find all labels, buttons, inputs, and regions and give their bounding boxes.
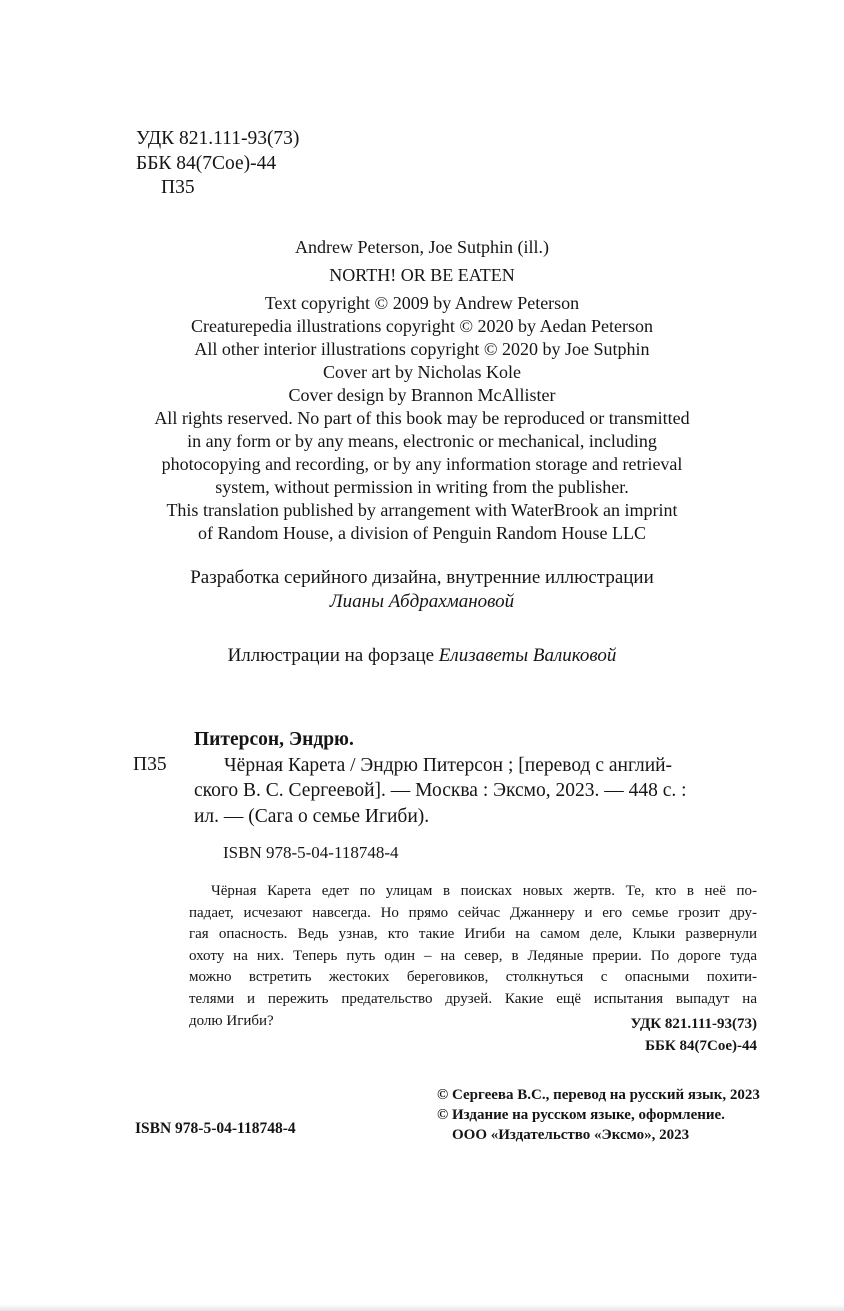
catalog-card [194, 727, 760, 829]
imprint-line: This translation published by arrangement with WaterBrook an imprint [166, 500, 678, 520]
annotation-line: Чёрная Карета едет по улицам в поисках новых жертв. Те, кто в неё по- [211, 883, 757, 899]
copyright-notice-line: © Издание на русском языке, оформление. [437, 1107, 725, 1123]
page-bottom-edge-shadow [0, 1304, 844, 1311]
footer-isbn: ISBN 978-5-04-118748-4 [135, 1120, 296, 1137]
catalog-line: Чёрная Карета / Эндрю Питерсон ; [перевод с англий- [224, 754, 673, 776]
design-credit-line: Разработка серийного дизайна, внутренние иллюстрации [190, 567, 654, 588]
design-credit-name: Лианы Абдрахмановой [329, 590, 515, 612]
endpaper-credit-label: Иллюстрации на форзаце [227, 645, 439, 666]
catalog-line: ил. — (Сага о семье Игиби). [194, 805, 430, 827]
udk-code: УДК 821.111-93(73) [136, 128, 300, 149]
endpaper-credit-name: Елизаветы Валиковой [438, 645, 617, 666]
copyright-notices [437, 1085, 760, 1145]
imprint-line-authors: Andrew Peterson, Joe Sutphin (ill.) [295, 237, 549, 257]
imprint-line: of Random House, a division of Penguin Random House LLC [198, 523, 646, 543]
annotation-line: охоту на них. Теперь путь один – на север, в Ледяные прерии. По дороге туда [189, 947, 757, 964]
english-copyright-block [0, 236, 844, 545]
author-sign-code: П35 [161, 177, 195, 198]
imprint-line: All rights reserved. No part of this book may be reproduced or transmitted [154, 408, 690, 428]
udk-code-bottom: УДК 821.111-93(73) [630, 1016, 757, 1032]
author-sign-code-card: П35 [133, 754, 167, 775]
classification-codes-bottom [630, 1014, 757, 1057]
annotation-line: гая опасность. Ведь узнав, кто такие Игиби на самом деле, Клыки развернули [189, 926, 757, 943]
catalog-author-header: Питерсон, Эндрю. [194, 729, 354, 750]
imprint-line: photocopying and recording, or by any information storage and retrieval [161, 454, 683, 474]
isbn-line: ISBN 978-5-04-118748-4 [223, 843, 399, 862]
annotation-paragraph [189, 881, 757, 1032]
imprint-line: Text copyright © 2009 by Andrew Peterson [264, 293, 580, 313]
imprint-line: in any form or by any means, electronic or mechanical, including [187, 431, 657, 451]
classification-codes-top [136, 127, 299, 201]
endpaper-credit-line [0, 644, 844, 668]
imprint-line: system, without permission in writing from the publisher. [215, 477, 629, 497]
bbk-code: ББК 84(7Сое)-44 [136, 152, 277, 174]
imprint-line: Creaturepedia illustrations copyright © 2020 by Aedan Peterson [190, 316, 654, 336]
annotation-line: долю Игиби? [189, 1012, 274, 1029]
bbk-code-bottom: ББК 84(7Сое)-44 [645, 1037, 757, 1054]
imprint-line-title: NORTH! OR BE EATEN [329, 265, 515, 285]
annotation-line: можно встретить жестоких береговиков, столкнуться с опасными похити- [189, 969, 757, 986]
imprint-line: Cover art by Nicholas Kole [323, 362, 521, 382]
catalog-line: ского В. С. Сергеевой]. — Москва : Эксмо, 2023. — 448 с. : [194, 780, 687, 801]
imprint-line: All other interior illustrations copyright © 2020 by Joe Sutphin [194, 339, 650, 359]
annotation-line: падает, исчезают навсегда. Но прямо сейчас Джаннеру и его семье грозит дру- [189, 904, 757, 921]
copyright-notice-line: ООО «Издательство «Эксмо», 2023 [452, 1127, 690, 1143]
copyright-notice-line: © Сергеева В.С., перевод на русский язык, 2023 [437, 1087, 760, 1103]
imprint-line: Cover design by Brannon McAllister [288, 385, 556, 405]
annotation-line: телями и пережить предательство друзей. Какие ещё испытания выпадут на [189, 990, 757, 1007]
series-design-credits [0, 566, 844, 668]
